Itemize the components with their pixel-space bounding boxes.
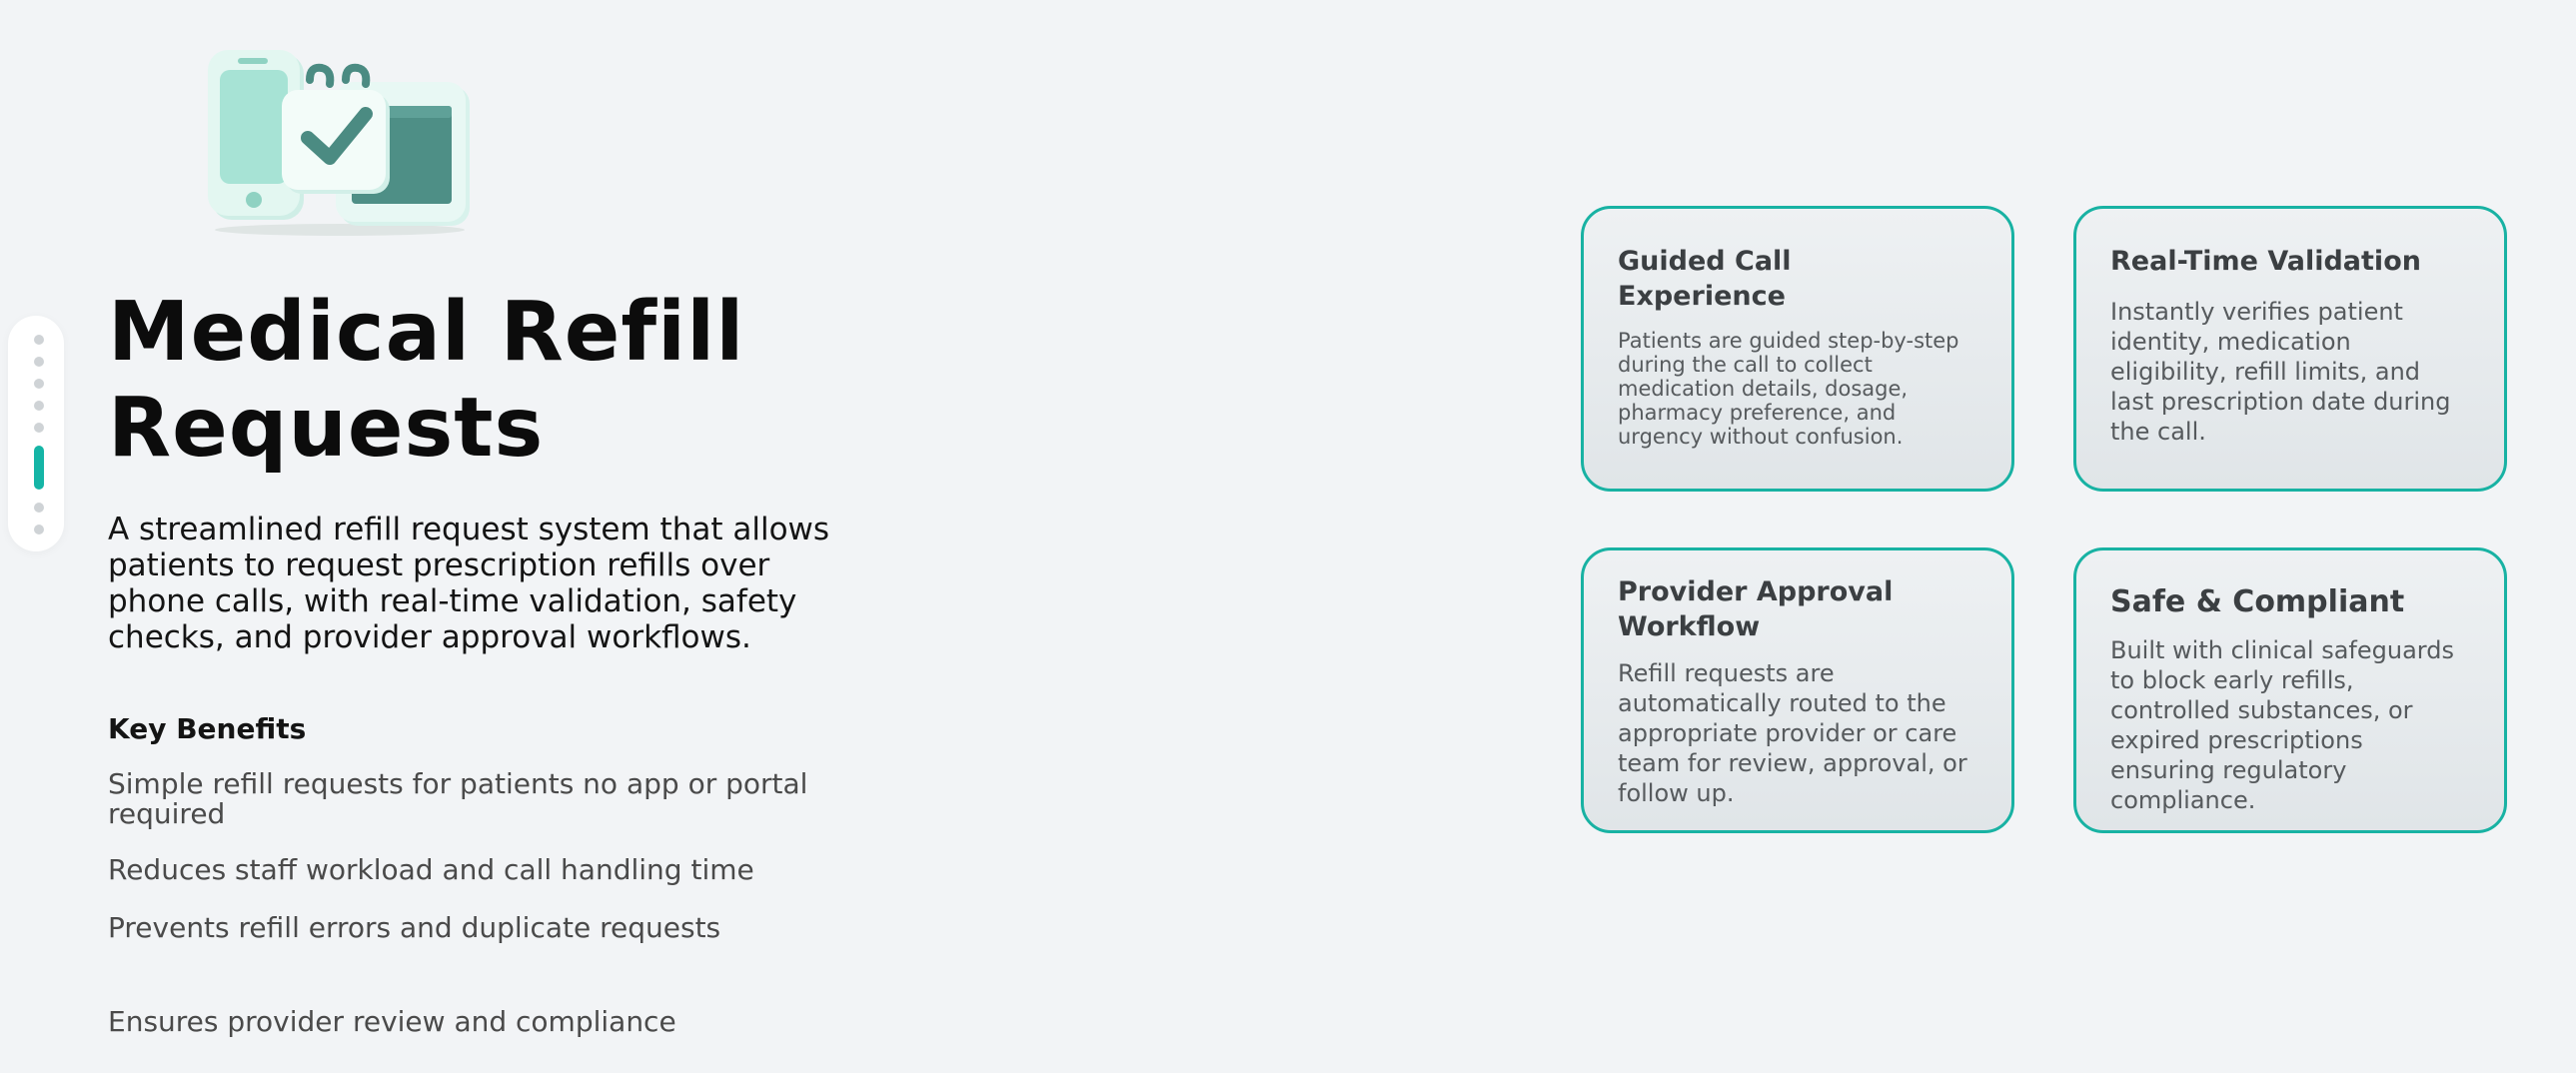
progress-dot[interactable] [34, 401, 44, 411]
benefit-item: Ensures provider review and compliance [108, 1005, 676, 1038]
feature-card-title: Safe & Compliant [2110, 584, 2405, 619]
progress-dot[interactable] [34, 357, 44, 367]
feature-card-title: Guided Call Experience [1618, 246, 1792, 312]
page-title: Medical Refill Requests [108, 285, 745, 476]
feature-card-description: Built with clinical safeguards to block early refills, controlled substances, or expired prescriptions ensuring regulatory compliance. [2110, 636, 2454, 814]
feature-card-title: Real-Time Validation [2110, 246, 2421, 277]
progress-dot[interactable] [34, 525, 44, 535]
feature-card-description: Patients are guided step-by-step during the call to collect medication details, dosage, pharmacy preference, and urgency without confusion. [1618, 329, 1959, 449]
feature-card-description: Refill requests are automatically routed to the appropriate provider or care team for review, approval, or follow up. [1618, 659, 1967, 807]
feature-card-real-time-validation [2073, 206, 2507, 492]
page-description: A streamlined refill request system that allows patients to request prescription refills over phone calls, with real-time validation, safety checks, and provider approval workflows. [108, 512, 830, 655]
feature-card-guided-call [1581, 206, 2014, 492]
benefit-item: Prevents refill errors and duplicate requests [108, 911, 721, 944]
phone-calendar-checkmark-icon [200, 48, 480, 238]
feature-card-safe-compliant [2073, 547, 2507, 833]
progress-dot[interactable] [34, 335, 44, 345]
benefit-item: Reduces staff workload and call handling time [108, 853, 754, 886]
slide-progress-nav [8, 316, 64, 551]
feature-card-provider-approval [1581, 547, 2014, 833]
progress-dot[interactable] [34, 379, 44, 389]
benefit-item: Simple refill requests for patients no app or portal required [108, 767, 808, 830]
feature-card-description: Instantly verifies patient identity, medication eligibility, refill limits, and last prescription date during the call. [2110, 298, 2451, 446]
key-benefits-heading: Key Benefits [108, 712, 307, 745]
progress-dot[interactable] [34, 503, 44, 513]
progress-dot-active[interactable] [34, 446, 44, 490]
feature-card-title: Provider Approval Workflow [1618, 576, 1894, 642]
progress-dot[interactable] [34, 423, 44, 433]
